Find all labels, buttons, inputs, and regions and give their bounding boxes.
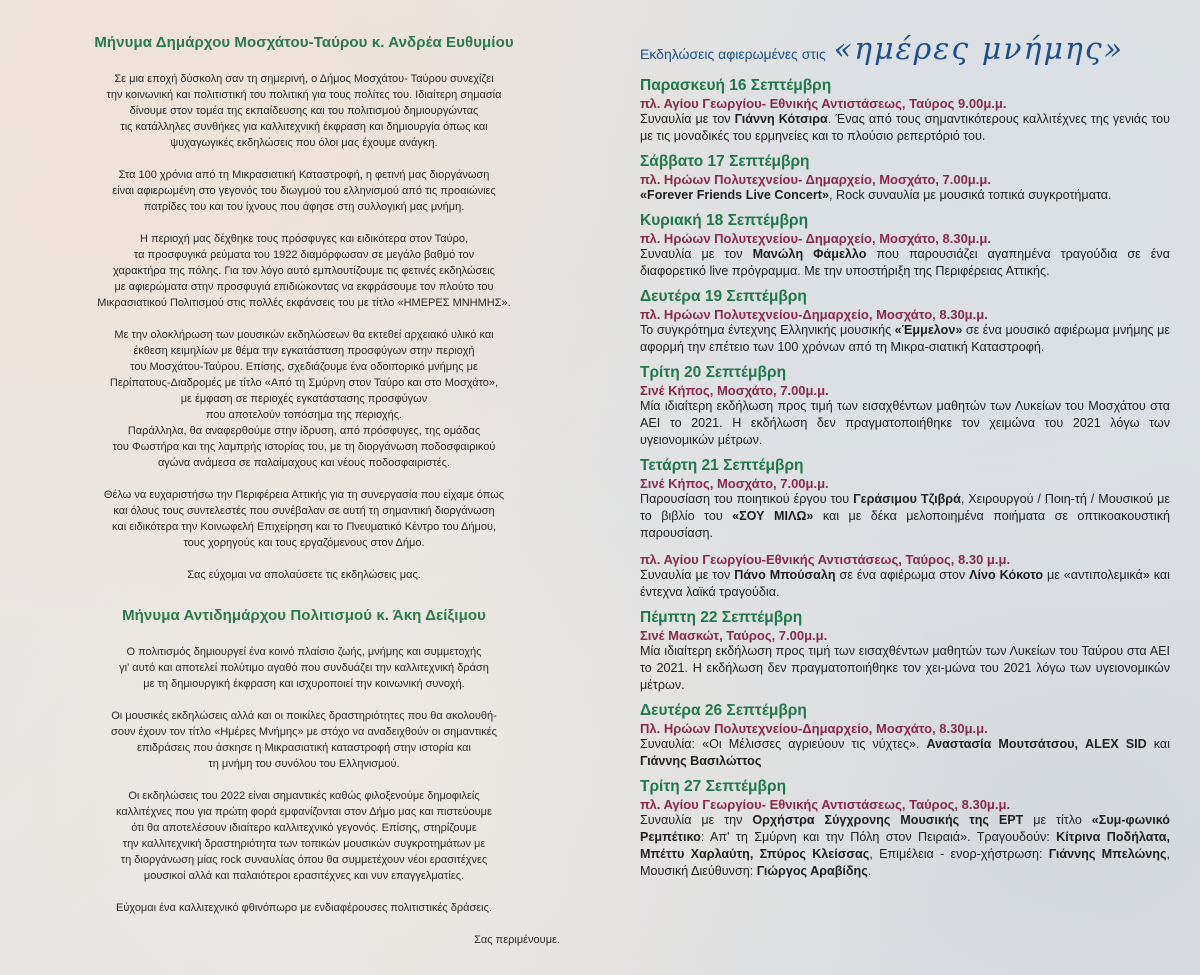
event-highlight: Αναστασία Μουτσάτσου, ALEX SID <box>926 737 1147 751</box>
event-highlight: Γεράσιμου Τζιβρά <box>853 492 961 506</box>
event-venue: πλ. Ηρώων Πολυτεχνείου- Δημαρχείο, Μοσχάτο, 7.00μ.μ. <box>640 172 991 187</box>
event-text: . Ένας από τους σημαντικότερους καλλιτέχνες της γενιάς του με τις μοναδικές του ερμηνείες και το πλούσιο ρεπερτόριό του. <box>640 112 1171 143</box>
event-item <box>640 457 1170 601</box>
event-day: Σάββατο 17 Σεπτέμβρη <box>640 153 810 170</box>
mayor-paragraph: Με την ολοκλήρωση των μουσικών εκδηλώσεων θα εκτεθεί αρχειακό υλικό και έκθεση κειμηλίων με θέμα την εγκατάσταση προσφύγων στην περιοχή του Μοσχάτου-Ταύρου. Επίσης, σχεδιάζουμε ένα οδοιπορικό μνήμης με Περίπατους-Διαδρομές με τίτλο «Από τη Σμύρνη στον Ταύρο και στο Μοσχάτο», με έμφαση σε περιοχές εγκατάστασης προσφύγων που αποτελούν τοπόσημα της περιοχής. Παράλληλα, θα αναφερθούμε στην ίδρυση, από πρόσφυγες, της ομάδας του Φωστήρα και της λαμπρής ιστορίας του, με τη διοργάνωση ποδοσφαιρικού αγώνα ανάμεσα σε παλαίμαχους και νέους ποδοσφαιριστές. <box>109 329 499 469</box>
event-day: Κυριακή 18 Σεπτέμβρη <box>640 212 809 229</box>
event-venue: Σινέ Κήπος, Μοσχάτο, 7.00μ.μ. <box>640 383 829 398</box>
event-item <box>640 288 1170 356</box>
event-day: Τρίτη 27 Σεπτέμβρη <box>640 778 787 795</box>
event-highlight: Γιώργος Αραβίδης <box>756 864 868 878</box>
mayor-paragraph: Η περιοχή μας δέχθηκε τους πρόσφυγες και ειδικότερα στον Ταύρο, τα προσφυγικά ρεύματα του 1922 διαμόρφωσαν σε μεγάλο βαθμό τον χαρακτήρα της πόλης. Για τον λόγο αυτό εμπλουτίζουμε τις φετινές εκδηλώσεις με αφιερώματα στην προσφυγιά επιδιώκοντας να εκφράσουμε τον πλούτο του Μικρασιατικού Πολιτισμού στις πολλές εκφάνσεις του με τίτλο «ΗΜΕΡΕΣ ΜΝΗΜΗΣ». <box>97 233 511 309</box>
event-text: Μία ιδιαίτερη εκδήλωση προς τιμή των εισαχθέντων μαθητών των Λυκείων του Μοσχάτου στα ΑΕΙ το 2021. Η εκδήλωση δεν πραγματοποιήθηκε τον χειμώνα του 2021 λόγω των υγειονομικών μέτρων. <box>640 399 1170 447</box>
deputy-paragraph: Εύχομαι ένα καλλιτεχνικό φθινόπωρο με ενδιαφέρουσες πολιτιστικές δράσεις. <box>115 902 492 914</box>
event-text: Το συγκρότημα έντεχνης Ελληνικής μουσικής <box>640 323 895 337</box>
event-description <box>640 111 1170 145</box>
event-text: Μία ιδιαίτερη εκδήλωση προς τιμή των εισαχθέντων μαθητών των Λυκείων του Ταύρου στα ΑΕΙ το 2021. Η εκδήλωση δεν πραγματοποιήθηκε τον χει-μώνα του 2021 λόγω των υγειονομικών μέτρων. <box>640 644 1170 692</box>
mayor-paragraph: Στα 100 χρόνια από τη Μικρασιατική Καταστροφή, η φετινή μας διοργάνωση είναι αφιερωμένη στο γεγονός του διωγμού του ελληνισμού από τις προαιώνιες πατρίδες του και του ίχνους που άφησε στη συλλογική μας μνήμη. <box>112 169 496 213</box>
mayor-message-title: Μήνυμα Δημάρχου Μοσχάτου-Ταύρου κ. Ανδρέα Ευθυμίου <box>94 34 514 51</box>
event-day: Δευτέρα 26 Σεπτέμβρη <box>640 702 807 719</box>
event-day: Τετάρτη 21 Σεπτέμβρη <box>640 457 804 474</box>
event-venue: Πλ. Ηρώων Πολυτεχνείου-Δημαρχείο, Μοσχάτο, 8.30μ.μ. <box>640 721 988 736</box>
right-column <box>640 32 1170 880</box>
event-text: με τίτλο <box>1023 813 1092 827</box>
event-highlight: Γιάννη Κότσιρα <box>734 112 828 126</box>
event-highlight: «ΣΟΥ ΜΙΛΩ» <box>732 509 814 523</box>
events-header-title: «ημέρες μνήμης» <box>833 32 1125 67</box>
deputy-paragraph: Ο πολιτισμός δημιουργεί ένα κοινό πλαίσιο ζωής, μνήμης και συμμετοχής γι' αυτό και αποτελεί πολύτιμο αγαθό που συνδυάζει την καλλιτεχνική δράση με τη δημιουργική έκφραση και ισχυροποιεί την κοινωνική συνοχή. <box>119 646 489 690</box>
events-header <box>640 32 1170 67</box>
mayor-paragraph: Σε μια εποχή δύσκολη σαν τη σημερινή, ο Δήμος Μοσχάτου- Ταύρου συνεχίζει την κοινωνική και πολιτιστική του πολιτική για τους πολίτες του. Ιδιαίτερη σημασία δίνουμε στον τομέα της εκπαίδευσης και του πολιτισμού δημιουργώντας τις κατάλληλες συνθήκες για καλλιτεχνική έκφραση και δημιουργία όπως και ψυχαγωγικές εκδηλώσεις που όλοι μας έχουμε ανάγκη. <box>106 73 502 149</box>
deputy-paragraph: Οι εκδηλώσεις του 2022 είναι σημαντικές καθώς φιλοξενούμε δημοφιλείς καλλιτέχνες που για πρώτη φορά εμφανίζονται στον Δήμο μας και πιστεύουμε ότι θα αποτελέσουν ιδιαίτερο καλλιτεχνικό γεγονός. Επίσης, στηρίζουμε την καλλιτεχνική δραστηριότητα των τοπικών μουσικών συγκροτημάτων με τη διοργάνωση μίας rock συναυλίας όπου θα συμμετέχουν νέοι ερασιτέχνες μουσικοί αλλά και παλαιότεροι ερασιτέχνες και νυν επαγγελματίες. <box>116 790 492 882</box>
event-highlight: Γιάννης Βασιλώττος <box>640 754 762 768</box>
event-text: σε ένα αφιέρωμα στον <box>835 568 970 582</box>
events-list <box>640 77 1170 880</box>
mayor-paragraph: Θέλω να ευχαριστήσω την Περιφέρεια Αττικής για τη συνεργασία που είχαμε όπως και όλους τους συντελεστές που συνέβαλαν σε αυτή τη σημαντική διοργάνωση και ειδικότερα την Κοινωφελή Επιχείρηση και το Πνευματικό Κέντρο του Δήμου, τους χορηγούς και τους εργαζόμενους στον Δήμο. <box>103 489 505 549</box>
event-text: Συναυλία με τον <box>640 112 735 126</box>
event-highlight: Γιάννης Μπελώνης <box>1048 847 1167 861</box>
deputy-paragraph: Οι μουσικές εκδηλώσεις αλλά και οι ποικίλες δραστηριότητες που θα ακολουθή- σουν έχουν τον τίτλο «Ημέρες Μνήμης» με στόχο να αναδειχθούν οι σημαντικές επιδράσεις που άσκησε η Μικρασιατική καταστροφή στην ιστορία και τη μνήμη του συνόλου του Ελληνισμού. <box>111 710 497 770</box>
event-text: . <box>867 864 872 878</box>
event-text: Συναυλία με την <box>640 813 753 827</box>
event-item <box>640 778 1170 880</box>
event-description <box>640 246 1170 280</box>
event-day: Παρασκευή 16 Σεπτέμβρη <box>640 77 832 94</box>
event-text: και <box>1146 737 1170 751</box>
event-highlight: Ορχήστρα Σύγχρονης Μουσικής της ΕΡΤ <box>752 813 1024 827</box>
event-text: , Μουσική Διεύθυνση: <box>640 847 1171 878</box>
event-highlight: Πάνο Μπούσαλη <box>734 568 836 582</box>
event-text: , Επιμέλεια - ενορ-χήστρωση: <box>869 847 1049 861</box>
event-item <box>640 364 1170 449</box>
event-item <box>640 153 1170 204</box>
event-highlight: «Forever Friends Live Concert» <box>640 188 829 202</box>
events-header-subtitle: Εκδηλώσεις αφιερωμένες στις <box>640 46 826 62</box>
deputy-closing: Σας περιμένουμε. <box>474 934 560 946</box>
event-venue: Σινέ Μασκώτ, Ταύρος, 7.00μ.μ. <box>640 628 828 643</box>
event-text: με «αντιπολεμικά» και έντεχνα λαϊκά τραγούδια. <box>640 568 1170 599</box>
event-description <box>640 736 1170 770</box>
mayor-closing: Σας εύχομαι να απολαύσετε τις εκδηλώσεις μας. <box>187 569 421 581</box>
event-text: Συναυλία με τον <box>640 247 753 261</box>
event-text: : Απ' τη Σμύρνη και την Πόλη στον Πειραιά». Τραγουδούν: <box>700 830 1057 844</box>
event-venue: πλ. Ηρώων Πολυτεχνείου- Δημαρχείο, Μοσχάτο, 8.30μ.μ. <box>640 231 991 246</box>
event-text: , Rock συναυλία με μουσικά τοπικά συγκροτήματα. <box>828 188 1112 202</box>
event-text: σε ένα μουσικό αφιέρωμα μνήμης με αφορμή την επέτειο των 100 χρόνων από τη Μικρα-σιατική Καταστροφή. <box>640 323 1170 354</box>
event-description <box>640 398 1170 449</box>
event-description <box>640 322 1170 356</box>
event-day: Τρίτη 20 Σεπτέμβρη <box>640 364 787 381</box>
left-column <box>30 34 578 964</box>
event-venue: Σινέ Κήπος, Μοσχάτο, 7.00μ.μ. <box>640 476 829 491</box>
event-venue: πλ. Ηρώων Πολυτεχνείου-Δημαρχείο, Μοσχάτο, 8.30μ.μ. <box>640 307 988 322</box>
event-text: , Χειρουργού / Ποιη-τή / Μουσικού με το βιβλίο του <box>640 492 1170 523</box>
event-text: που παρουσιάζει αγαπημένα τραγούδια σε ένα διαφορετικό live πρόγραμμα. Με την υποστήριξη της Περιφέρειας Αττικής. <box>640 247 1170 278</box>
event-text: Συναυλία: «Οι Μέλισσες αγριεύουν τις νύχτες». <box>640 737 927 751</box>
event-venue: πλ. Αγίου Γεωργίου- Εθνικής Αντιστάσεως, Ταύρος, 8.30μ.μ. <box>640 797 1011 812</box>
event-highlight: «Συμ-φωνικό Ρεμπέτικο <box>640 813 1171 844</box>
event-venue: πλ. Αγίου Γεωργίου- Εθνικής Αντιστάσεως, Ταύρος 9.00μ.μ. <box>640 96 1007 111</box>
event-highlight: «Έμμελον» <box>894 323 963 337</box>
event-highlight: Μανώλη Φάμελλο <box>752 247 867 261</box>
event-item <box>640 609 1170 694</box>
event-text: Παρουσίαση του ποιητικού έργου του <box>640 492 854 506</box>
event-description <box>640 567 1170 601</box>
deputy-message-title: Μήνυμα Αντιδημάρχου Πολιτισμού κ. Άκη Δείξιμου <box>122 607 486 624</box>
event-item <box>640 212 1170 280</box>
event-description <box>640 187 1170 204</box>
event-highlight: Λίνο Κόκοτο <box>969 568 1044 582</box>
event-description <box>640 812 1170 880</box>
event-item <box>640 702 1170 770</box>
event-description <box>640 643 1170 694</box>
event-day: Πέμπτη 22 Σεπτέμβρη <box>640 609 803 626</box>
event-day: Δευτέρα 19 Σεπτέμβρη <box>640 288 807 305</box>
event-highlight: Κίτρινα Ποδήλατα, Μπέττυ Χαρλαύτη, Σπύρος Κλείσσας <box>640 830 1170 861</box>
event-venue: πλ. Αγίου Γεωργίου-Εθνικής Αντιστάσεως, Ταύρος, 8.30 μ.μ. <box>640 552 1011 567</box>
event-text: Συναυλία με τον <box>640 568 735 582</box>
event-item <box>640 77 1170 145</box>
event-text: και με δέκα μελοποιημένα ποιήματα σε οπτικοακουστική παρουσίαση. <box>640 509 1170 540</box>
event-description <box>640 491 1170 542</box>
